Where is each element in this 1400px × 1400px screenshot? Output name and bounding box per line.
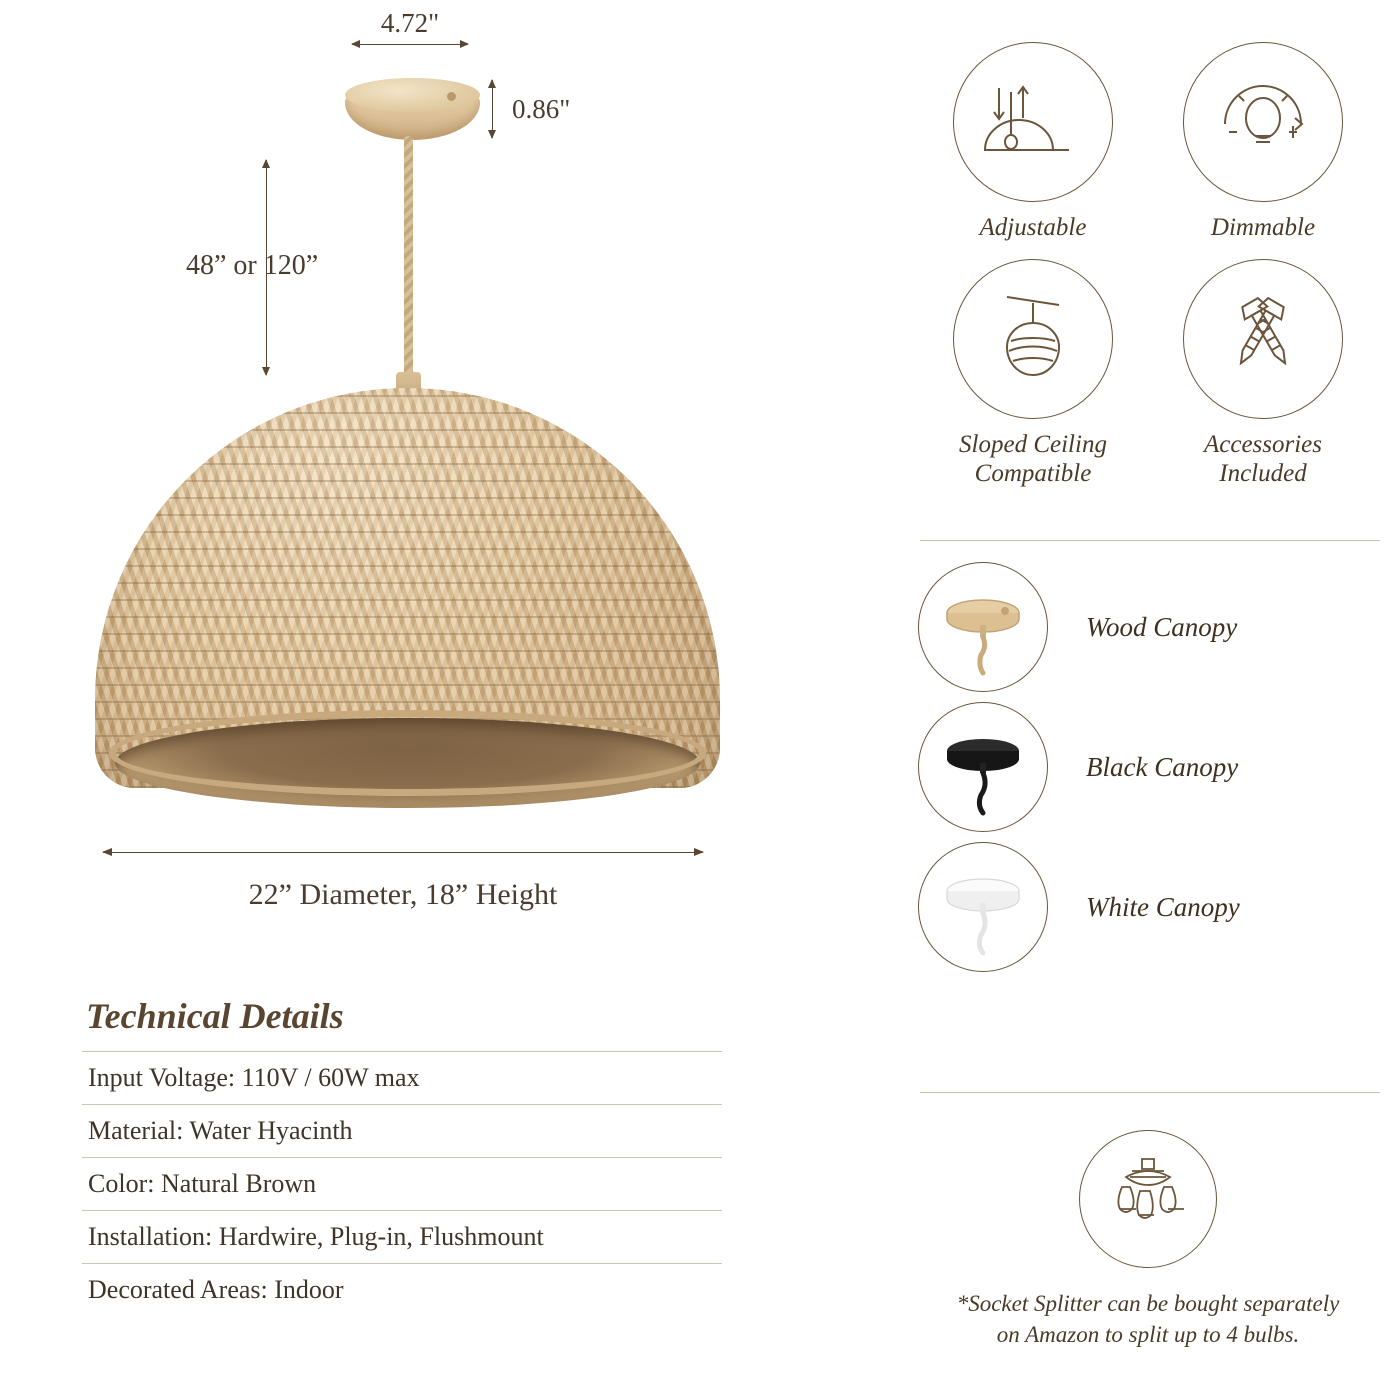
socket-splitter-note: [918, 1288, 1378, 1350]
wood-canopy-top-face: [345, 78, 480, 112]
feature-label-line1: Accessories: [1203, 430, 1323, 458]
wood-canopy-icon: [918, 562, 1048, 692]
accessories-screws-icon: [1183, 259, 1343, 419]
feature-dimmable: [1148, 42, 1378, 243]
splitter-note-line1: *Socket Splitter can be bought separately: [956, 1291, 1340, 1316]
shade-diameter-dimension-line: [103, 852, 703, 853]
feature-accessories: [1148, 259, 1378, 489]
tech-row-material: Material: Water Hyacinth: [82, 1104, 722, 1157]
socket-splitter-section: [918, 1130, 1378, 1350]
canopy-option-black: [918, 708, 1378, 826]
white-canopy-icon: [918, 842, 1048, 972]
sloped-ceiling-icon: [953, 259, 1113, 419]
feature-label-line2: Compatible: [974, 459, 1092, 487]
feature-adjustable: [918, 42, 1148, 243]
canopy-height-dimension-line: [492, 80, 493, 138]
tech-row-voltage: Input Voltage: 110V / 60W max: [82, 1051, 722, 1104]
feature-icon-grid: [918, 42, 1378, 504]
socket-splitter-icon: [1079, 1130, 1217, 1268]
adjustable-pendant-icon: [953, 42, 1113, 202]
divider-top: [920, 540, 1380, 541]
canopy-height-label: 0.86": [512, 94, 571, 124]
feature-label-line1: Sloped Ceiling: [959, 430, 1107, 458]
hanging-cord: [404, 136, 413, 391]
tech-row-color: Color: Natural Brown: [82, 1157, 722, 1210]
canopy-options-list: [918, 568, 1378, 988]
wood-canopy-label: Wood Canopy: [1086, 611, 1238, 642]
technical-details-title: Technical Details: [86, 996, 344, 1036]
white-canopy-label: White Canopy: [1086, 891, 1240, 922]
feature-label-line2: Included: [1219, 459, 1307, 487]
canopy-width-dimension-line: [352, 44, 468, 45]
tech-row-installation: Installation: Hardwire, Plug-in, Flushmount: [82, 1210, 722, 1263]
feature-adjustable-label: Adjustable: [979, 214, 1087, 241]
canopy-width-label: 4.72": [380, 8, 440, 38]
dimmable-bulb-icon: [1183, 42, 1343, 202]
splitter-note-line2: on Amazon to split up to 4 bulbs.: [996, 1322, 1300, 1348]
tech-row-decorated-areas: Decorated Areas: Indoor: [82, 1263, 722, 1316]
feature-sloped-ceiling: [918, 259, 1148, 489]
canopy-option-white: [918, 848, 1378, 966]
features-panel: [900, 0, 1400, 1400]
black-canopy-icon: [918, 702, 1048, 832]
cord-drop-label: 48” or 120”: [186, 250, 319, 281]
shade-dimensions-label: 22” Diameter, 18” Height: [248, 878, 558, 911]
divider-bottom: [920, 1092, 1380, 1093]
woven-shade: [95, 388, 720, 793]
feature-dimmable-label: Dimmable: [1210, 214, 1316, 241]
shade-rim-edge: [109, 710, 706, 796]
canopy-screw-icon: [447, 92, 456, 101]
feature-accessories-label: [1204, 431, 1322, 489]
black-canopy-label: Black Canopy: [1086, 751, 1239, 782]
feature-sloped-ceiling-label: [959, 431, 1107, 489]
canopy-option-wood: [918, 568, 1378, 686]
technical-details-section: [82, 995, 722, 1316]
